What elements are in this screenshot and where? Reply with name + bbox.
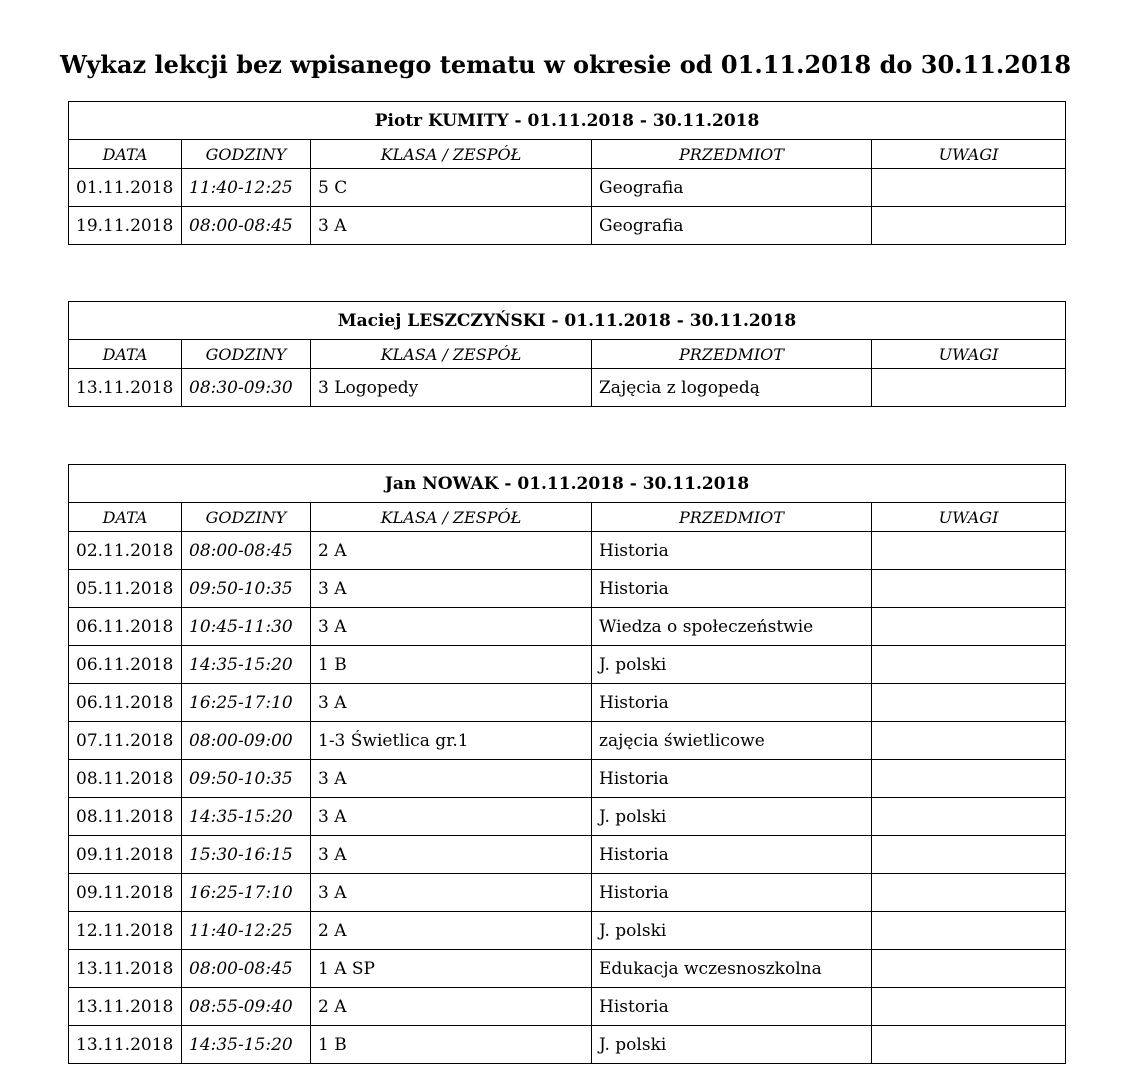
date-cell: 01.11.2018 <box>69 169 182 207</box>
date-cell: 06.11.2018 <box>69 646 182 684</box>
notes-cell <box>872 646 1066 684</box>
date-cell: 02.11.2018 <box>69 532 182 570</box>
class-cell: 3 A <box>311 760 592 798</box>
date-cell: 19.11.2018 <box>69 207 182 245</box>
date-cell: 09.11.2018 <box>69 874 182 912</box>
notes-cell <box>872 169 1066 207</box>
column-header-date: DATA <box>69 503 182 532</box>
class-cell: 2 A <box>311 912 592 950</box>
date-cell: 07.11.2018 <box>69 722 182 760</box>
date-cell: 13.11.2018 <box>69 988 182 1026</box>
table-body <box>69 369 1066 407</box>
hours-cell: 14:35-15:20 <box>182 646 311 684</box>
notes-cell <box>872 532 1066 570</box>
table-row <box>69 169 1066 207</box>
subject-cell: Historia <box>592 684 872 722</box>
table-row <box>69 646 1066 684</box>
notes-cell <box>872 836 1066 874</box>
class-cell: 1 B <box>311 646 592 684</box>
table-row <box>69 369 1066 407</box>
page-title: Wykaz lekcji bez wpisanego tematu w okresie od 01.11.2018 do 30.11.2018 <box>59 50 1072 79</box>
table-row <box>69 608 1066 646</box>
date-cell: 12.11.2018 <box>69 912 182 950</box>
notes-cell <box>872 608 1066 646</box>
date-cell: 08.11.2018 <box>69 760 182 798</box>
table-row <box>69 874 1066 912</box>
hours-cell: 08:55-09:40 <box>182 988 311 1026</box>
column-header-notes: UWAGI <box>872 140 1066 169</box>
class-cell: 3 Logopedy <box>311 369 592 407</box>
teacher-table-leszczynski <box>68 301 1066 407</box>
subject-cell: Wiedza o społeczeństwie <box>592 608 872 646</box>
column-header-date: DATA <box>69 140 182 169</box>
hours-cell: 08:00-08:45 <box>182 532 311 570</box>
hours-cell: 14:35-15:20 <box>182 798 311 836</box>
table-body <box>69 169 1066 245</box>
hours-cell: 14:35-15:20 <box>182 1026 311 1064</box>
subject-cell: J. polski <box>592 1026 872 1064</box>
hours-cell: 09:50-10:35 <box>182 570 311 608</box>
subject-cell: Edukacja wczesnoszkolna <box>592 950 872 988</box>
table-row <box>69 912 1066 950</box>
subject-cell: J. polski <box>592 646 872 684</box>
subject-cell: Historia <box>592 532 872 570</box>
class-cell: 3 A <box>311 798 592 836</box>
column-header-notes: UWAGI <box>872 340 1066 369</box>
class-cell: 1 B <box>311 1026 592 1064</box>
notes-cell <box>872 1026 1066 1064</box>
subject-cell: zajęcia świetlicowe <box>592 722 872 760</box>
notes-cell <box>872 950 1066 988</box>
hours-cell: 08:30-09:30 <box>182 369 311 407</box>
subject-cell: Zajęcia z logopedą <box>592 369 872 407</box>
date-cell: 09.11.2018 <box>69 836 182 874</box>
class-cell: 3 A <box>311 608 592 646</box>
hours-cell: 16:25-17:10 <box>182 684 311 722</box>
class-cell: 3 A <box>311 207 592 245</box>
column-header-hours: GODZINY <box>182 503 311 532</box>
table-row <box>69 722 1066 760</box>
table-row <box>69 1026 1066 1064</box>
teacher-header: Jan NOWAK - 01.11.2018 - 30.11.2018 <box>69 465 1066 503</box>
teacher-header: Maciej LESZCZYŃSKI - 01.11.2018 - 30.11.2018 <box>69 302 1066 340</box>
column-header-subject: PRZEDMIOT <box>592 140 872 169</box>
date-cell: 06.11.2018 <box>69 608 182 646</box>
hours-cell: 11:40-12:25 <box>182 169 311 207</box>
hours-cell: 10:45-11:30 <box>182 608 311 646</box>
column-header-class: KLASA / ZESPÓŁ <box>311 503 592 532</box>
class-cell: 2 A <box>311 532 592 570</box>
date-cell: 13.11.2018 <box>69 369 182 407</box>
teacher-header: Piotr KUMITY - 01.11.2018 - 30.11.2018 <box>69 102 1066 140</box>
table-row <box>69 988 1066 1026</box>
column-header-subject: PRZEDMIOT <box>592 340 872 369</box>
table-body <box>69 532 1066 1064</box>
table-row <box>69 207 1066 245</box>
column-header-class: KLASA / ZESPÓŁ <box>311 140 592 169</box>
subject-cell: Geografia <box>592 207 872 245</box>
notes-cell <box>872 684 1066 722</box>
table-row <box>69 798 1066 836</box>
subject-cell: Historia <box>592 760 872 798</box>
column-header-hours: GODZINY <box>182 340 311 369</box>
notes-cell <box>872 570 1066 608</box>
date-cell: 13.11.2018 <box>69 1026 182 1064</box>
subject-cell: J. polski <box>592 798 872 836</box>
hours-cell: 08:00-08:45 <box>182 207 311 245</box>
column-header-hours: GODZINY <box>182 140 311 169</box>
notes-cell <box>872 369 1066 407</box>
notes-cell <box>872 760 1066 798</box>
column-header-notes: UWAGI <box>872 503 1066 532</box>
table-row <box>69 950 1066 988</box>
subject-cell: J. polski <box>592 912 872 950</box>
table-row <box>69 684 1066 722</box>
notes-cell <box>872 798 1066 836</box>
hours-cell: 11:40-12:25 <box>182 912 311 950</box>
table-row <box>69 532 1066 570</box>
class-cell: 3 A <box>311 874 592 912</box>
date-cell: 06.11.2018 <box>69 684 182 722</box>
table-row <box>69 570 1066 608</box>
hours-cell: 15:30-16:15 <box>182 836 311 874</box>
notes-cell <box>872 722 1066 760</box>
notes-cell <box>872 207 1066 245</box>
hours-cell: 09:50-10:35 <box>182 760 311 798</box>
class-cell: 3 A <box>311 684 592 722</box>
hours-cell: 08:00-08:45 <box>182 950 311 988</box>
subject-cell: Historia <box>592 570 872 608</box>
column-header-subject: PRZEDMIOT <box>592 503 872 532</box>
table-row <box>69 836 1066 874</box>
teacher-table-kumity <box>68 101 1066 245</box>
class-cell: 1 A SP <box>311 950 592 988</box>
class-cell: 3 A <box>311 836 592 874</box>
teacher-table-nowak <box>68 464 1066 1064</box>
subject-cell: Historia <box>592 874 872 912</box>
class-cell: 3 A <box>311 570 592 608</box>
hours-cell: 16:25-17:10 <box>182 874 311 912</box>
notes-cell <box>872 988 1066 1026</box>
class-cell: 2 A <box>311 988 592 1026</box>
subject-cell: Historia <box>592 988 872 1026</box>
notes-cell <box>872 874 1066 912</box>
column-header-class: KLASA / ZESPÓŁ <box>311 340 592 369</box>
table-row <box>69 760 1066 798</box>
subject-cell: Geografia <box>592 169 872 207</box>
date-cell: 05.11.2018 <box>69 570 182 608</box>
subject-cell: Historia <box>592 836 872 874</box>
column-header-date: DATA <box>69 340 182 369</box>
date-cell: 08.11.2018 <box>69 798 182 836</box>
notes-cell <box>872 912 1066 950</box>
hours-cell: 08:00-09:00 <box>182 722 311 760</box>
date-cell: 13.11.2018 <box>69 950 182 988</box>
class-cell: 1-3 Świetlica gr.1 <box>311 722 592 760</box>
class-cell: 5 C <box>311 169 592 207</box>
